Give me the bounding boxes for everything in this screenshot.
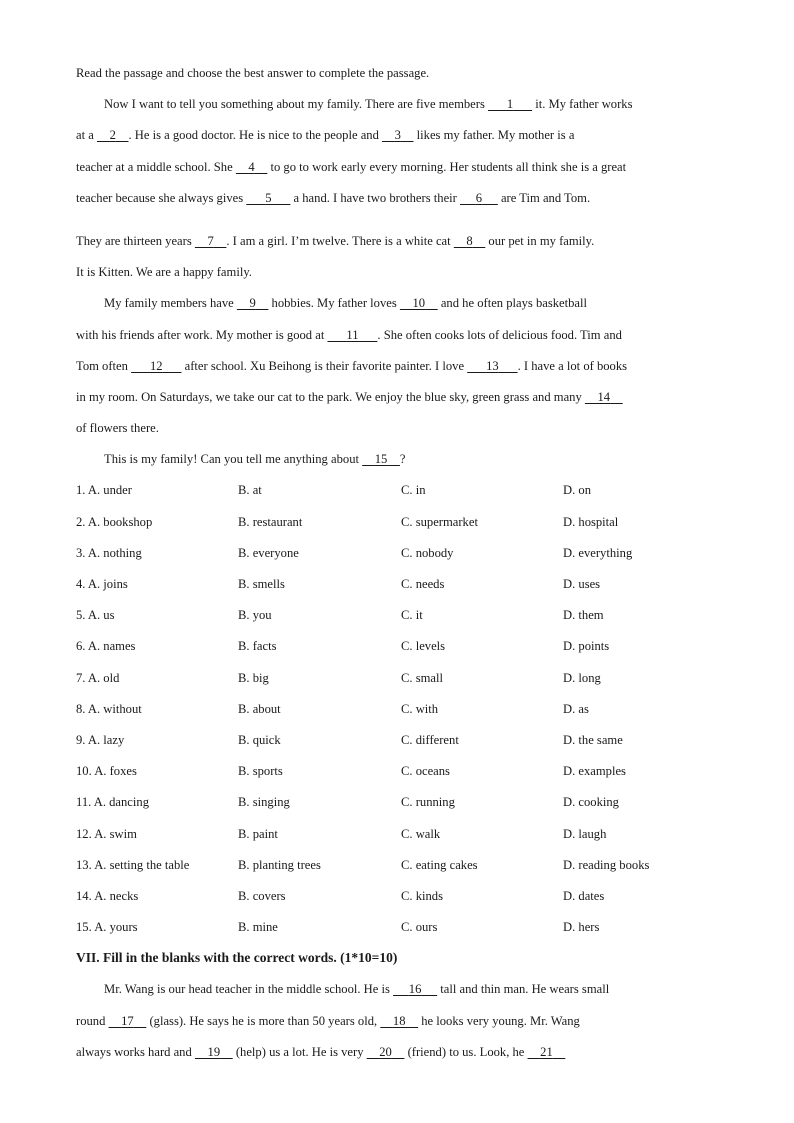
- question-row: 15. A. yours B. mine C. ours D. hers: [76, 920, 600, 935]
- passage-line-2: at a 2 . He is a good doctor. He is nice to the people and 3 likes my father. My mother is a: [76, 124, 724, 155]
- question-row: 7. A. old B. big C. small D. long: [76, 670, 601, 685]
- blank-18: 18: [392, 1013, 406, 1028]
- worksheet-page: [76, 62, 724, 1072]
- question-row: 9. A. lazy B. quick C. different D. the same: [76, 732, 623, 747]
- blank-17: 17: [121, 1013, 134, 1028]
- blank-8: 8: [466, 233, 473, 248]
- question-row: 5. A. us B. you C. it D. them: [76, 608, 604, 623]
- section-heading: VII. Fill in the blanks with the correct words. (1*10=10): [76, 950, 398, 966]
- blank-10: 10: [412, 296, 426, 311]
- question-row: 14. A. necks B. covers C. kinds D. dates: [76, 888, 605, 903]
- question-row: 3. A. nothing B. everyone C. nobody D. everything: [76, 545, 633, 560]
- section7-line-3: always works hard and 19 (help) us a lot. He is very 20 (friend) to us. Look, he 21: [76, 1041, 724, 1072]
- blank-5: 5: [265, 190, 272, 205]
- blank-2: 2: [109, 128, 116, 143]
- question-row: 11. A. dancing B. singing C. running D. cooking: [76, 795, 619, 810]
- blank-20: 20: [379, 1044, 392, 1059]
- blank-7: 7: [207, 233, 214, 248]
- blank-12: 12: [149, 358, 163, 373]
- passage-line-10: in my room. On Saturdays, we take our cat to the park. We enjoy the blue sky, green grass and many 14: [76, 386, 724, 417]
- section7-line-1: Mr. Wang is our head teacher in the middle school. He is 16 tall and thin man. He wears small: [76, 978, 724, 1009]
- blank-1: 1: [506, 97, 514, 112]
- blank-13: 13: [486, 358, 499, 373]
- passage-line-9: Tom often 12 after school. Xu Beihong is their favorite painter. I love 13 . I have a lot of books: [76, 355, 724, 386]
- section7-line-2: round 17 (glass). He says he is more than 50 years old, 18 he looks very young. Mr. Wang: [76, 1010, 724, 1041]
- passage-line-5: They are thirteen years 7 . I am a girl. I’m twelve. There is a white cat 8 our pet in my family.: [76, 230, 724, 261]
- passage-line-3: teacher at a middle school. She 4 to go to work early every morning. Her students all think she is a great: [76, 156, 724, 187]
- question-row: 6. A. names B. facts C. levels D. points: [76, 639, 610, 654]
- blank-19: 19: [207, 1044, 221, 1059]
- passage-line-7: My family members have 9 hobbies. My father loves 10 and he often plays basketball: [76, 292, 724, 323]
- question-row: 12. A. swim B. paint C. walk D. laugh: [76, 826, 607, 841]
- blank-14: 14: [597, 389, 611, 404]
- passage-line-4: teacher because she always gives 5 a hand. I have two brothers their 6 are Tim and Tom.: [76, 187, 724, 218]
- passage-line-6: It is Kitten. We are a happy family.: [76, 265, 252, 280]
- passage-line-1: Now I want to tell you something about my family. There are five members 1 it. My father works: [76, 93, 724, 124]
- options-list: [76, 479, 724, 947]
- blank-3: 3: [394, 128, 401, 143]
- instructions: Read the passage and choose the best answer to complete the passage.: [76, 66, 430, 80]
- passage-line-8: with his friends after work. My mother is good at 11 . She often cooks lots of delicious food. Tim and: [76, 324, 724, 355]
- question-row: 8. A. without B. about C. with D. as: [76, 701, 589, 716]
- question-row: 4. A. joins B. smells C. needs D. uses: [76, 577, 601, 591]
- blank-16: 16: [408, 982, 422, 997]
- passage-line-12: This is my family! Can you tell me anything about 15 ?: [76, 448, 724, 479]
- blank-21: 21: [540, 1044, 553, 1059]
- question-row: 2. A. bookshop B. restaurant C. supermarket D. hospital: [76, 514, 619, 529]
- question-row: 1. A. under B. at C. in D. on: [76, 483, 591, 498]
- blank-4: 4: [248, 159, 255, 174]
- passage-line-11: of flowers there.: [76, 421, 159, 436]
- blank-15: 15: [374, 452, 388, 467]
- question-row: 13. A. setting the table B. planting trees C. eating cakes D. reading books: [76, 857, 650, 872]
- blank-6: 6: [475, 190, 483, 205]
- question-row: 10. A. foxes B. sports C. oceans D. examples: [76, 764, 626, 779]
- blank-11: 11: [346, 327, 359, 342]
- blank-9: 9: [249, 296, 256, 311]
